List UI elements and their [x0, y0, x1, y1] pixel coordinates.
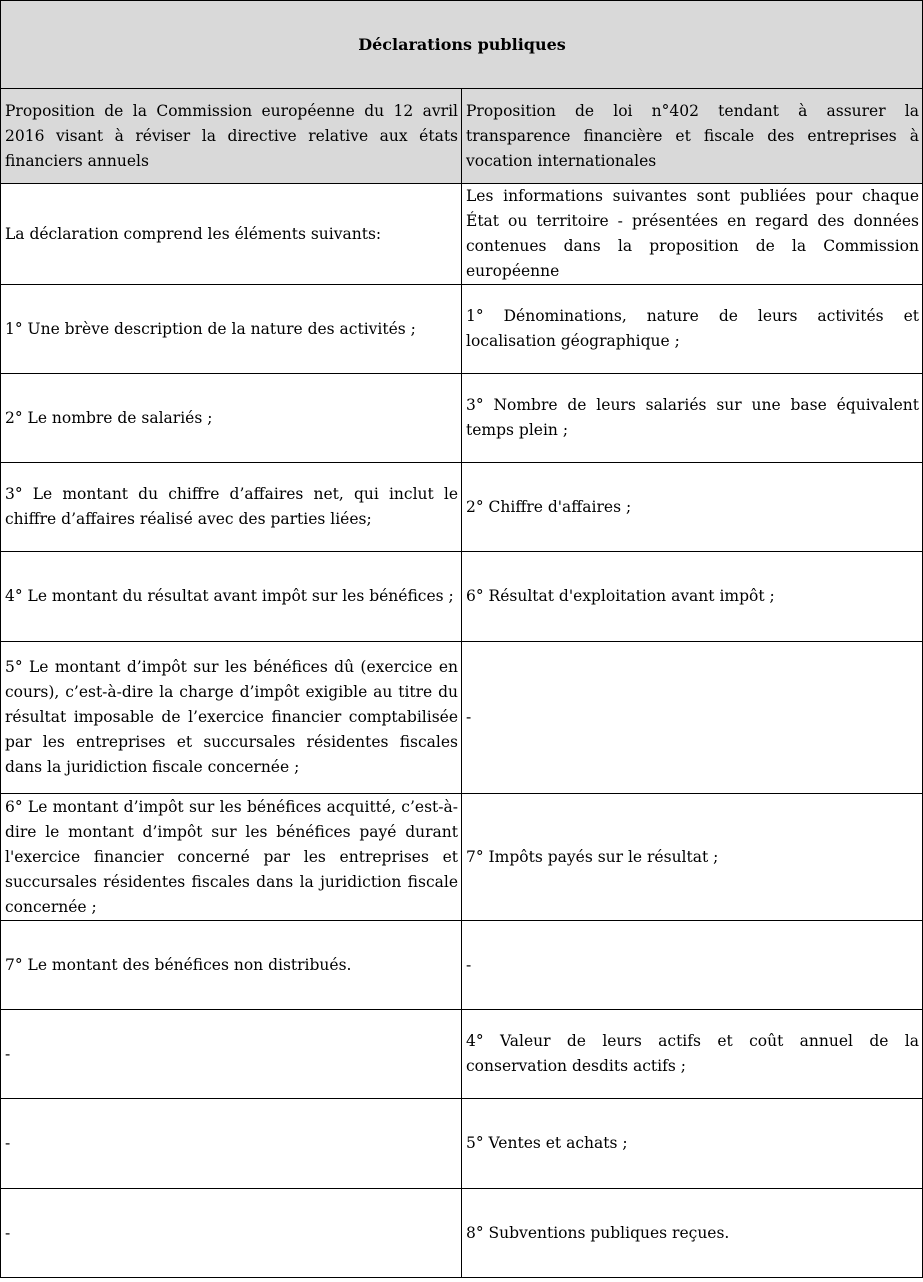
right-cell: 8° Subventions publiques reçues. — [462, 1189, 923, 1278]
left-cell: 5° Le montant d’impôt sur les bénéfices dû (exercice en cours), c’est-à-dire la charge d’impôt exigible au titre du résultat imposable de l’exercice financier comptabilisée par les entreprises et succursales résidentes fiscales dans la juridiction fiscale concernée ; — [1, 642, 462, 794]
left-cell: 4° Le montant du résultat avant impôt sur les bénéfices ; — [1, 552, 462, 642]
left-cell: - — [1, 1010, 462, 1099]
right-cell: - — [462, 921, 923, 1010]
left-cell: - — [1, 1189, 462, 1278]
left-cell: 1° Une brève description de la nature des activités ; — [1, 285, 462, 374]
left-cell: 2° Le nombre de salariés ; — [1, 374, 462, 463]
right-cell: 1° Dénominations, nature de leurs activités et localisation géographique ; — [462, 285, 923, 374]
header-right-cell: Proposition de loi n°402 tendant à assurer la transparence financière et fiscale des entreprises à vocation internationales — [462, 89, 923, 184]
table-row — [1, 285, 923, 374]
header-left-cell: Proposition de la Commission européenne du 12 avril 2016 visant à réviser la directive relative aux états financiers annuels — [1, 89, 462, 184]
table-title: Déclarations publiques — [1, 1, 923, 89]
left-cell: 6° Le montant d’impôt sur les bénéfices acquitté, c’est-à-dire le montant d’impôt sur les bénéfices payé durant l'exercice financier concerné par les entreprises et succursales résidentes fiscales dans la juridiction fiscale concernée ; — [1, 794, 462, 921]
table-row — [1, 1099, 923, 1189]
right-cell: Les informations suivantes sont publiées pour chaque État ou territoire - présentées en regard des données contenues dans la proposition de la Commission européenne — [462, 184, 923, 285]
right-cell: 4° Valeur de leurs actifs et coût annuel de la conservation desdits actifs ; — [462, 1010, 923, 1099]
table-row — [1, 921, 923, 1010]
left-cell: 7° Le montant des bénéfices non distribués. — [1, 921, 462, 1010]
table-row — [1, 794, 923, 921]
left-cell: La déclaration comprend les éléments suivants: — [1, 184, 462, 285]
right-cell: 7° Impôts payés sur le résultat ; — [462, 794, 923, 921]
right-cell: 2° Chiffre d'affaires ; — [462, 463, 923, 552]
left-cell: 3° Le montant du chiffre d’affaires net, qui inclut le chiffre d’affaires réalisé avec des parties liées; — [1, 463, 462, 552]
table-row — [1, 374, 923, 463]
table-row — [1, 642, 923, 794]
right-cell: - — [462, 642, 923, 794]
left-cell: - — [1, 1099, 462, 1189]
right-cell: 3° Nombre de leurs salariés sur une base équivalent temps plein ; — [462, 374, 923, 463]
title-row — [1, 1, 923, 89]
table-row — [1, 463, 923, 552]
table-row — [1, 552, 923, 642]
right-cell: 5° Ventes et achats ; — [462, 1099, 923, 1189]
table-row — [1, 1010, 923, 1099]
header-row — [1, 89, 923, 184]
right-cell: 6° Résultat d'exploitation avant impôt ; — [462, 552, 923, 642]
table-row — [1, 184, 923, 285]
table-row — [1, 1189, 923, 1278]
